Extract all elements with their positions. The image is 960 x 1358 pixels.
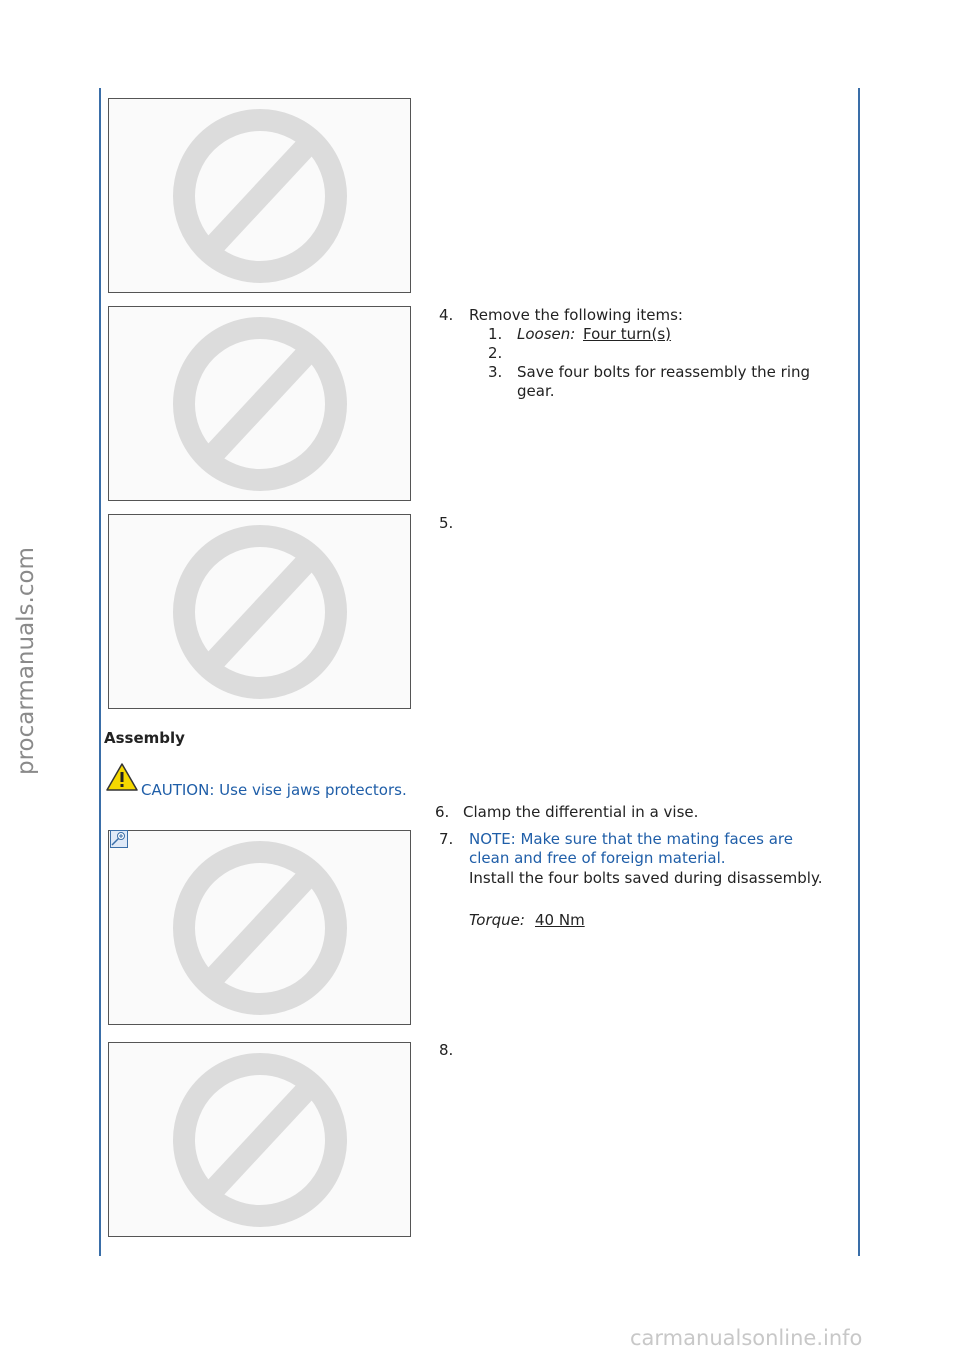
step-4-sub-3-line-2: gear. (517, 382, 555, 400)
figure-placeholder (108, 98, 411, 293)
step-4-sub-1-label: Loosen: (517, 325, 576, 343)
step-4-sub-1-value: Four turn(s) (583, 325, 672, 343)
section-heading: Assembly (104, 729, 185, 747)
step-8-number: 8. (439, 1041, 454, 1059)
figure-placeholder (108, 306, 411, 501)
torque-label: Torque: (469, 911, 525, 929)
right-margin-rule (858, 88, 860, 1256)
zoom-icon[interactable] (110, 830, 128, 848)
step-7-note-line-2: clean and free of foreign material. (469, 849, 726, 867)
step-4-sub-3-number: 3. (488, 363, 503, 381)
no-image-icon (109, 307, 412, 502)
step-7-note-line-1: NOTE: Make sure that the mating faces are (469, 830, 793, 848)
step-5-number: 5. (439, 514, 454, 532)
side-watermark: procarmanuals.com (13, 547, 39, 775)
step-4-sub-1-number: 1. (488, 325, 503, 343)
no-image-icon (109, 1043, 412, 1238)
no-image-icon (109, 831, 412, 1026)
step-4-number: 4. (439, 306, 454, 324)
step-7-text: Install the four bolts saved during disassembly. (469, 869, 823, 887)
step-7-number: 7. (439, 830, 454, 848)
caution-text: CAUTION: Use vise jaws protectors. (141, 781, 407, 799)
footer-watermark: carmanualsonline.info (630, 1326, 863, 1350)
torque-value: 40 Nm (535, 911, 585, 929)
figure-placeholder (108, 830, 411, 1025)
step-4-text: Remove the following items: (469, 306, 683, 324)
step-6-number: 6. (435, 803, 450, 821)
no-image-icon (109, 99, 412, 294)
figure-placeholder (108, 514, 411, 709)
step-6-text: Clamp the differential in a vise. (463, 803, 699, 821)
step-4-sub-2-number: 2. (488, 344, 503, 362)
figure-placeholder (108, 1042, 411, 1237)
caution-warning-icon (105, 762, 139, 792)
no-image-icon (109, 515, 412, 710)
left-margin-rule (99, 88, 101, 1256)
step-4-sub-3-line-1: Save four bolts for reassembly the ring (517, 363, 811, 381)
